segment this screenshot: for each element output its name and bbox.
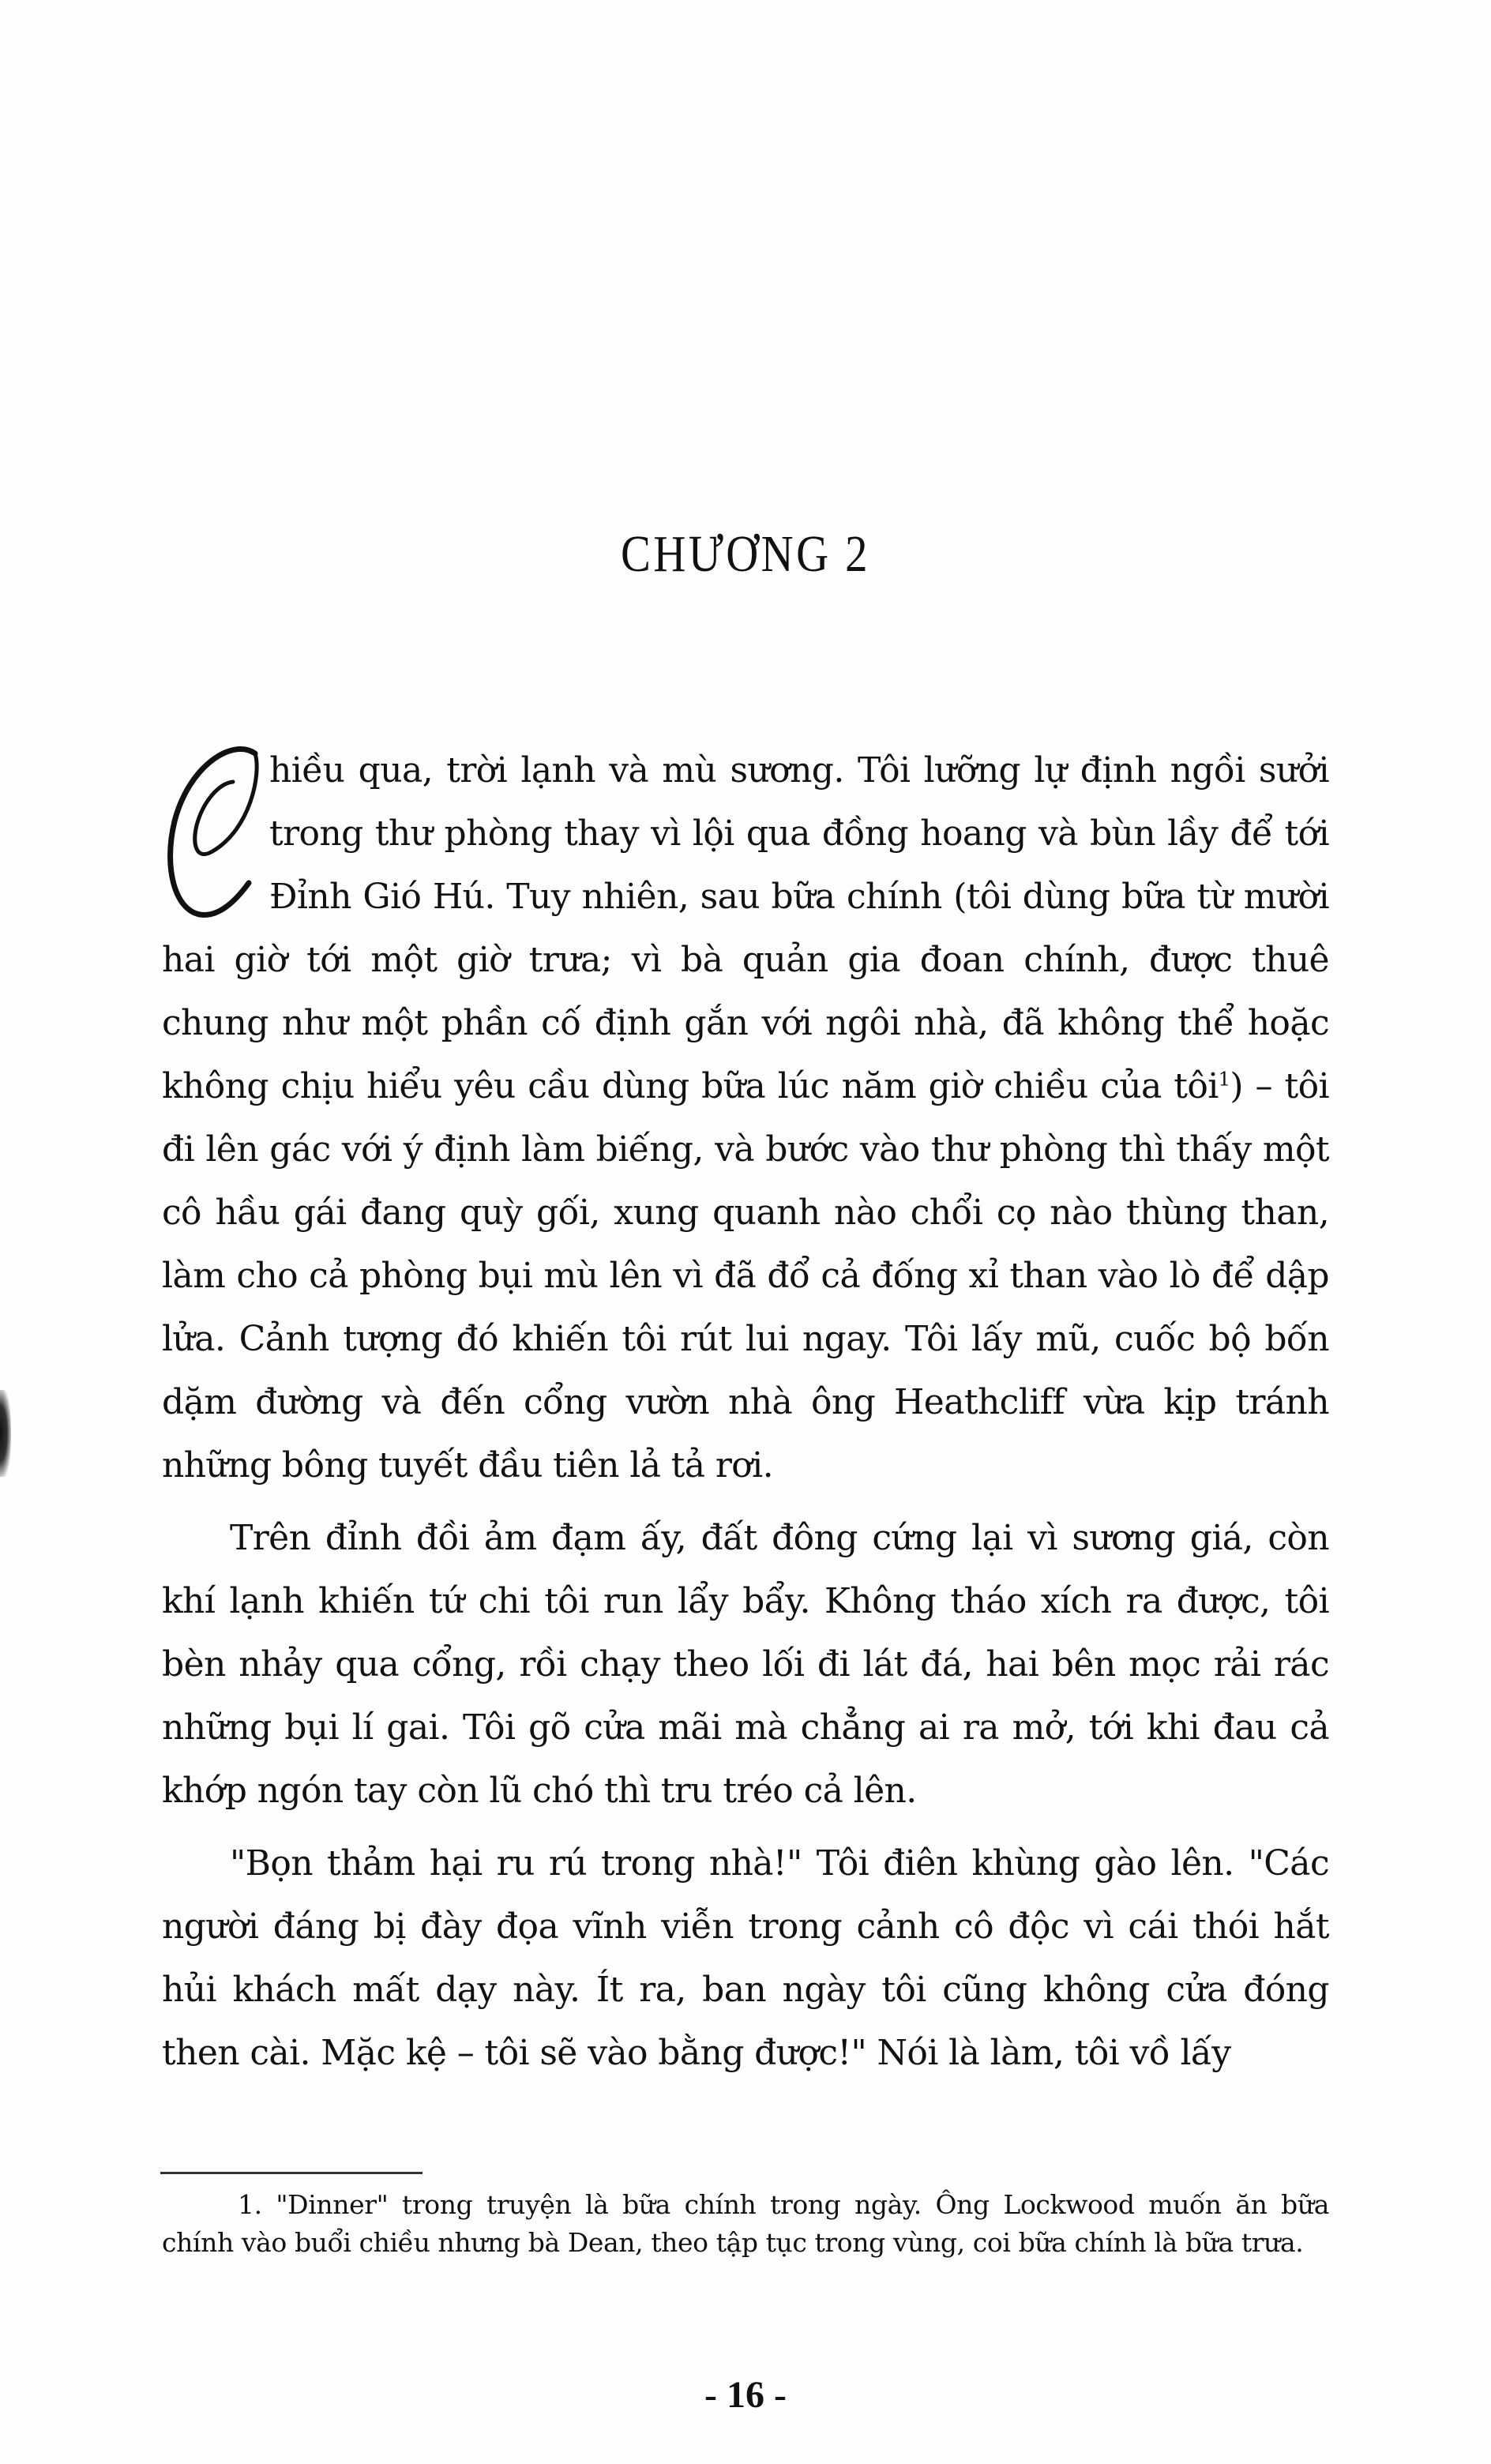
drop-cap xyxy=(157,742,260,922)
footnote-number: 1. xyxy=(238,2189,262,2220)
paragraph-3: "Bọn thảm hại ru rú trong nhà!" Tôi điên khùng gào lên. "Các người đáng bị đày đọa vĩnh viễn trong cảnh cô độc vì cái thói hắt hủi khách mất dạy này. Ít ra, ban ngày tôi cũng không cửa đóng then cài. Mặc kệ – tôi sẽ vào bằng được!" Nói là làm, tôi vồ lấy xyxy=(162,1843,1329,2073)
footnote-1 xyxy=(162,2186,1329,2262)
paragraph-text: ) – tôi đi lên gác với ý định làm biếng, và bước vào thư phòng thì thấy một cô hầu gái đang quỳ gối, xung quanh nào chổi cọ nào thùng than, làm cho cả phòng bụi mù lên vì đã đổ cả đống xỉ than vào lò để dập lửa. Cảnh tượng đó khiến tôi rút lui ngay. Tôi lấy mũ, cuốc bộ bốn dặm đường và đến cổng vườn nhà ông Heathcliff vừa kịp tránh những bông tuyết đầu tiên lả tả rơi. xyxy=(162,1066,1329,1486)
drop-cap-c-icon xyxy=(157,742,260,922)
chapter-title: CHƯƠNG 2 xyxy=(621,525,870,583)
paragraph-text: hiều qua, trời lạnh và mù sương. Tôi lưỡng lự định ngồi sưởi trong thư phòng thay vì lội qua đồng hoang và bùn lầy để tới Đỉnh Gió Hú. Tuy nhiên, sau bữa chính (tôi dùng bữa từ mười hai giờ tới một giờ trưa; vì bà quản gia đoan chính, được thuê chung như một phần cố định gắn với ngôi nhà, đã không thể hoặc không chịu hiểu yêu cầu dùng bữa lúc năm giờ chiều của tôi xyxy=(162,750,1329,1106)
scan-edge-artifact xyxy=(0,1390,11,1477)
footnote-reference[interactable]: 1 xyxy=(1218,1068,1230,1091)
footnote-divider xyxy=(160,2172,423,2174)
paragraph-1 xyxy=(162,739,1329,1497)
page-number: - 16 - xyxy=(704,2374,787,2416)
footnote-text: "Dinner" trong truyện là bữa chính trong ngày. Ông Lockwood muốn ăn bữa chính vào buổi chiều nhưng bà Dean, theo tập tục trong vùng, coi bữa chính là bữa trưa. xyxy=(162,2189,1329,2258)
footnotes xyxy=(162,2186,1329,2262)
body-text xyxy=(162,739,1329,2094)
paragraph-2: Trên đỉnh đồi ảm đạm ấy, đất đông cứng lại vì sương giá, còn khí lạnh khiến tứ chi tôi run lẩy bẩy. Không tháo xích ra được, tôi bèn nhảy qua cổng, rồi chạy theo lối đi lát đá, hai bên mọc rải rác những bụi lí gai. Tôi gõ cửa mãi mà chẳng ai ra mở, tới khi đau cả khớp ngón tay còn lũ chó thì tru tréo cả lên. xyxy=(162,1518,1329,1811)
